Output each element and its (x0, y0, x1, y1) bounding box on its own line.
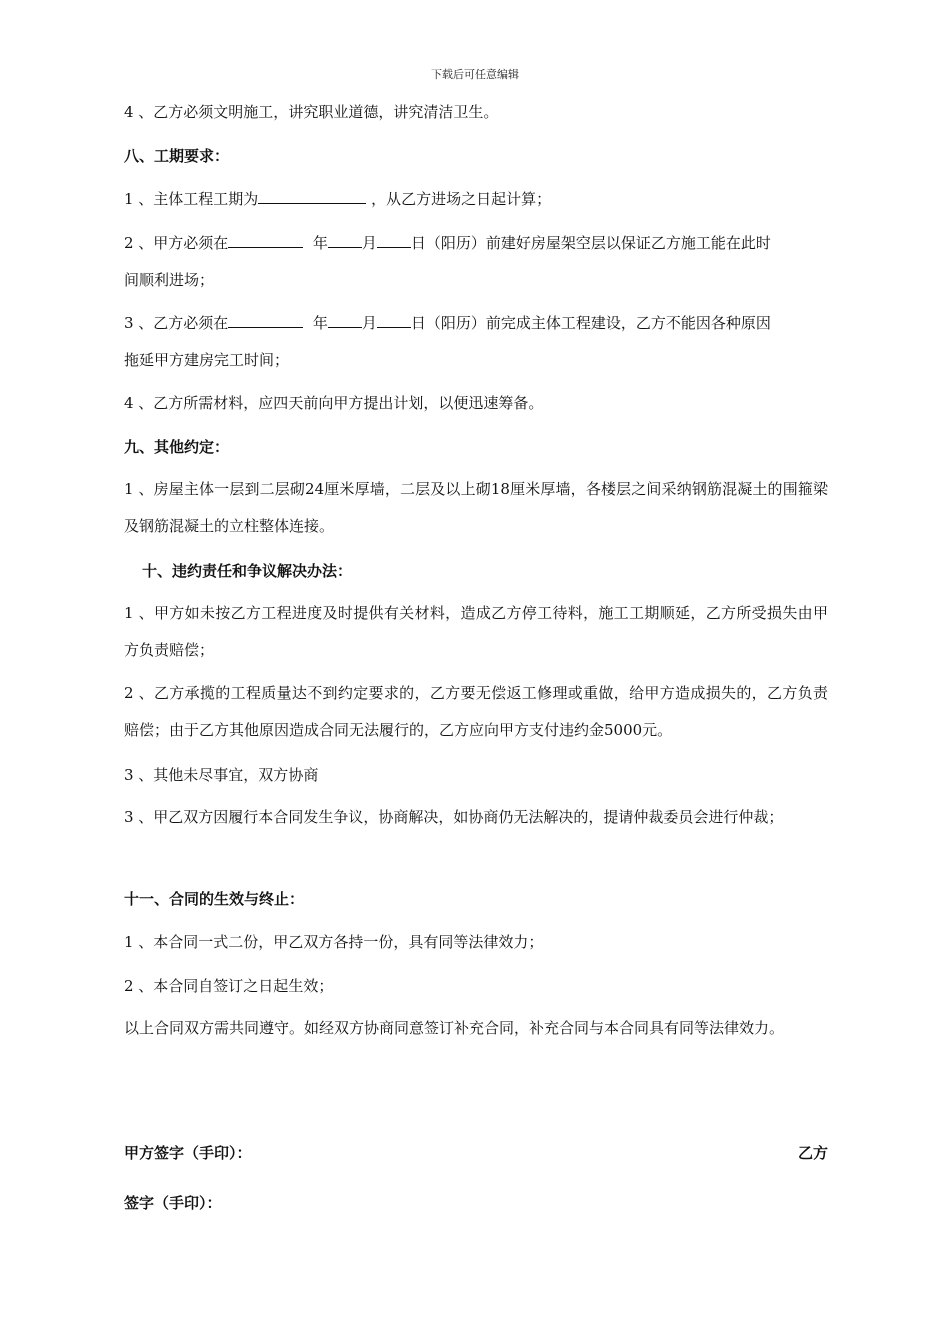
clause-8-4: 4 、乙方所需材料，应四天前向甲方提出计划，以便迅速筹备。 (124, 394, 544, 412)
clause-8-2-cont: 间顺利进场； (124, 271, 215, 289)
party-a-signature-label: 甲方签字（手印）： (124, 1144, 252, 1162)
section-11-heading: 十一、合同的生效与终止： (124, 890, 305, 908)
clause-8-2 (124, 233, 828, 253)
clause-10-2: 2 、乙方承揽的工程质量达不到约定要求的，乙方要无偿返工修理或重做，给甲方造成损失的，乙方负责赔偿；由于乙方其他原因造成合同无法履行的，乙方应向甲方支付违约金5000元。 (124, 684, 828, 739)
clause-8-3-cont: 拖延甲方建房完工时间； (124, 351, 290, 369)
clause-10-3: 3 、其他未尽事宜，双方协商 (124, 766, 319, 784)
blank-field[interactable] (377, 233, 411, 248)
clause-8-3-text-end: 日（阳历）前完成主体工程建设，乙方不能因各种原因 (410, 314, 771, 332)
section-9-heading: 九、其他约定： (124, 438, 230, 456)
clause-11-1: 1 、本合同一式二份，甲乙双方各持一份，具有同等法律效力； (124, 933, 544, 951)
clause-8-2-text-end: 日（阳历）前建好房屋架空层以保证乙方施工能在此时 (410, 234, 771, 252)
section-8-heading: 八、工期要求： (124, 147, 230, 165)
clause-9-1: 1 、房屋主体一层到二层砌24厘米厚墙，二层及以上砌18厘米厚墙，各楼层之间采纳钢筋混凝土的围箍梁及钢筋混凝土的立柱整体连接。 (124, 480, 828, 535)
clause-8-1-text-end: ，从乙方进场之日起计算； (371, 190, 552, 208)
clause-11-2: 2 、本合同自签订之日起生效； (124, 977, 334, 995)
party-b-label: 乙方 (797, 1144, 828, 1162)
closing-paragraph: 以上合同双方需共同遵守。如经双方协商同意签订补充合同，补充合同与本合同具有同等法律效力。 (124, 1019, 785, 1037)
clause-8-1-text: 1 、主体工程工期为 (124, 190, 259, 208)
party-b-signature-label: 签字（手印）： (124, 1194, 222, 1212)
blank-field[interactable] (328, 313, 362, 328)
clause-10-1: 1 、甲方如未按乙方工程进度及时提供有关材料，造成乙方停工待料，施工工期顺延，乙方所受损失由甲方负责赔偿； (124, 604, 828, 659)
year-label: 年 (312, 314, 328, 332)
month-label: 月 (361, 234, 377, 252)
year-label: 年 (312, 234, 328, 252)
blank-field[interactable] (258, 189, 366, 204)
clause-8-3-text: 3 、乙方必须在 (124, 314, 229, 332)
clause-8-1 (124, 189, 828, 209)
signature-row (124, 1143, 828, 1163)
blank-field[interactable] (228, 313, 303, 328)
blank-field[interactable] (228, 233, 303, 248)
clause-8-3 (124, 313, 828, 333)
clause-8-2-text: 2 、甲方必须在 (124, 234, 229, 252)
blank-field[interactable] (377, 313, 411, 328)
section-10-heading: 十、违约责任和争议解决办法： (142, 562, 353, 580)
clause-10-4: 3 、甲乙双方因履行本合同发生争议，协商解决，如协商仍无法解决的，提请仲裁委员会进行仲裁； (124, 808, 784, 826)
blank-field[interactable] (328, 233, 362, 248)
clause-7-4: 4 、乙方必须文明施工，讲究职业道德，讲究清洁卫生。 (124, 103, 499, 121)
month-label: 月 (361, 314, 377, 332)
page-header-note: 下载后可任意编辑 (431, 68, 519, 81)
